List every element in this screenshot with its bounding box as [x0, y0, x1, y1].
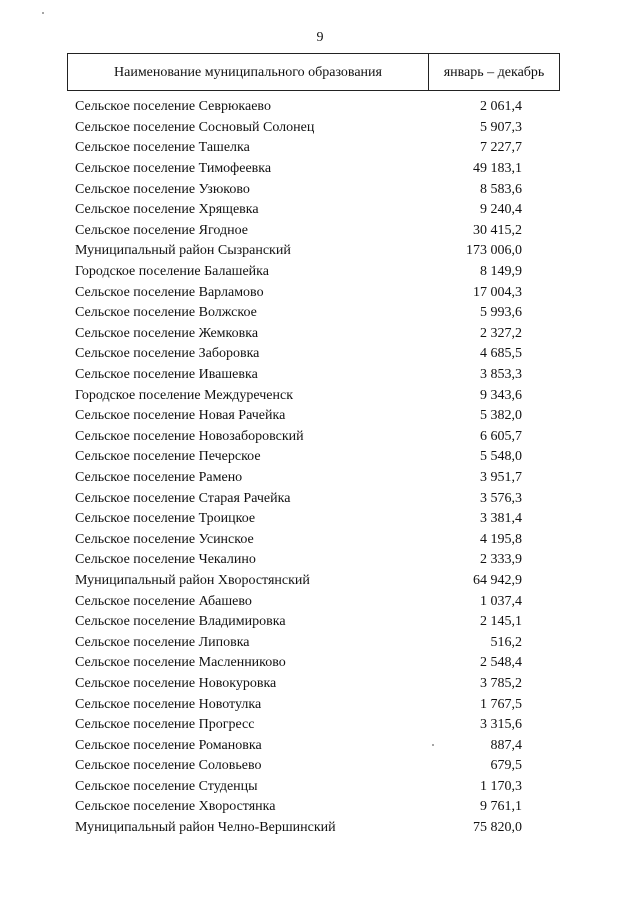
municipality-name: Сельское поселение Троицкое: [75, 511, 256, 527]
table-row: [75, 571, 560, 592]
municipality-name: Сельское поселение Старая Рачейка: [75, 490, 291, 506]
municipality-name: Сельское поселение Ташелка: [75, 140, 250, 156]
table-row: [75, 221, 560, 242]
period-value: 3 785,2: [480, 675, 522, 691]
period-value: 75 820,0: [473, 820, 522, 836]
period-value: 3 951,7: [480, 469, 522, 485]
table-row: [75, 797, 560, 818]
period-value: 3 315,6: [480, 717, 522, 733]
municipality-name: Сельское поселение Тимофеевка: [75, 161, 272, 177]
period-value: 516,2: [490, 634, 522, 650]
period-value: 30 415,2: [473, 222, 522, 238]
column-header-name: Наименование муниципального образования: [68, 54, 429, 90]
table-row: [75, 241, 560, 262]
table-row: [75, 385, 560, 406]
period-value: 5 382,0: [480, 408, 522, 424]
table-row: [75, 777, 560, 798]
table-body: [75, 97, 560, 838]
municipality-name: Сельское поселение Севрюкаево: [75, 99, 271, 115]
municipality-name: Сельское поселение Варламово: [75, 284, 264, 300]
table-row: [75, 447, 560, 468]
table-row: [75, 200, 560, 221]
period-value: 1 037,4: [480, 593, 522, 609]
period-value: 679,5: [490, 758, 522, 774]
period-value: 8 583,6: [480, 181, 522, 197]
table-row: [75, 468, 560, 489]
period-value: 4 195,8: [480, 531, 522, 547]
table-row: [75, 756, 560, 777]
municipality-name: Сельское поселение Жемковка: [75, 325, 259, 341]
period-value: 2 548,4: [480, 655, 522, 671]
municipality-name: Сельское поселение Романовка: [75, 737, 262, 753]
period-value: 5 548,0: [480, 449, 522, 465]
period-value: 9 761,1: [480, 799, 522, 815]
table-row: [75, 509, 560, 530]
table-row: [75, 262, 560, 283]
municipality-name: Сельское поселение Ягодное: [75, 222, 248, 238]
table-row: [75, 427, 560, 448]
municipality-name: Муниципальный район Хворостянский: [75, 572, 310, 588]
table-row: [75, 818, 560, 839]
period-value: 5 907,3: [480, 119, 522, 135]
municipality-name: Сельское поселение Заборовка: [75, 346, 260, 362]
table-row: [75, 632, 560, 653]
table-row: [75, 591, 560, 612]
table-row: [75, 488, 560, 509]
period-value: 3 853,3: [480, 367, 522, 383]
period-value: 5 993,6: [480, 305, 522, 321]
period-value: 9 343,6: [480, 387, 522, 403]
municipality-name: Сельское поселение Печерское: [75, 449, 261, 465]
municipality-name: Сельское поселение Волжское: [75, 305, 257, 321]
municipality-name: Сельское поселение Новая Рачейка: [75, 408, 286, 424]
municipality-name: Сельское поселение Прогресс: [75, 717, 255, 733]
municipality-name: Сельское поселение Сосновый Солонец: [75, 119, 315, 135]
municipality-name: Сельское поселение Рамено: [75, 469, 243, 485]
table-row: [75, 179, 560, 200]
municipality-name: Сельское поселение Студенцы: [75, 778, 258, 794]
municipality-name: Сельское поселение Новозаборовский: [75, 428, 304, 444]
table-row: [75, 97, 560, 118]
scan-speck: [42, 12, 44, 14]
municipality-name: Сельское поселение Узюково: [75, 181, 250, 197]
table-row: [75, 324, 560, 345]
period-value: 1 170,3: [480, 778, 522, 794]
period-value: 4 685,5: [480, 346, 522, 362]
table-row: [75, 344, 560, 365]
municipality-name: Сельское поселение Чекалино: [75, 552, 256, 568]
table-row: [75, 303, 560, 324]
period-value: 2 327,2: [480, 325, 522, 341]
municipality-name: Сельское поселение Новокуровка: [75, 675, 277, 691]
municipality-name: Сельское поселение Хворостянка: [75, 799, 276, 815]
period-value: 8 149,9: [480, 264, 522, 280]
period-value: 887,4: [490, 737, 522, 753]
table-row: [75, 612, 560, 633]
table-header: [67, 53, 560, 91]
table-row: [75, 138, 560, 159]
period-value: 6 605,7: [480, 428, 522, 444]
period-value: 1 767,5: [480, 696, 522, 712]
table-row: [75, 159, 560, 180]
municipality-name: Городское поселение Междуреченск: [75, 387, 294, 403]
table-row: [75, 365, 560, 386]
period-value: 7 227,7: [480, 140, 522, 156]
table-row: [75, 118, 560, 139]
municipality-name: Сельское поселение Новотулка: [75, 696, 262, 712]
table-row: [75, 735, 560, 756]
period-value: 64 942,9: [473, 572, 522, 588]
municipality-name: Сельское поселение Абашево: [75, 593, 252, 609]
column-header-period: январь – декабрь: [443, 65, 545, 80]
table-row: [75, 674, 560, 695]
municipality-name: Сельское поселение Владимировка: [75, 614, 286, 630]
period-value: 2 145,1: [480, 614, 522, 630]
municipality-name: Муниципальный район Челно-Вершинский: [75, 820, 336, 836]
municipality-name: Сельское поселение Липовка: [75, 634, 250, 650]
period-value: 3 381,4: [480, 511, 522, 527]
municipality-name: Сельское поселение Соловьево: [75, 758, 262, 774]
period-value: 2 061,4: [480, 99, 522, 115]
table-row: [75, 694, 560, 715]
municipality-name: Муниципальный район Сызранский: [75, 243, 291, 259]
municipality-name: Сельское поселение Масленниково: [75, 655, 286, 671]
table-row: [75, 715, 560, 736]
page-number: 9: [316, 30, 324, 45]
period-value: 173 006,0: [466, 243, 522, 259]
municipality-name: Сельское поселение Ивашевка: [75, 367, 258, 383]
table-row: [75, 529, 560, 550]
municipality-name: Сельское поселение Усинское: [75, 531, 254, 547]
table-row: [75, 653, 560, 674]
table-row: [75, 406, 560, 427]
period-value: 49 183,1: [473, 161, 522, 177]
table-row: [75, 550, 560, 571]
period-value: 3 576,3: [480, 490, 522, 506]
period-value: 17 004,3: [473, 284, 522, 300]
municipality-name: Городское поселение Балашейка: [75, 264, 269, 280]
municipality-name: Сельское поселение Хрящевка: [75, 202, 259, 218]
period-value: 9 240,4: [480, 202, 522, 218]
table-row: [75, 282, 560, 303]
period-value: 2 333,9: [480, 552, 522, 568]
